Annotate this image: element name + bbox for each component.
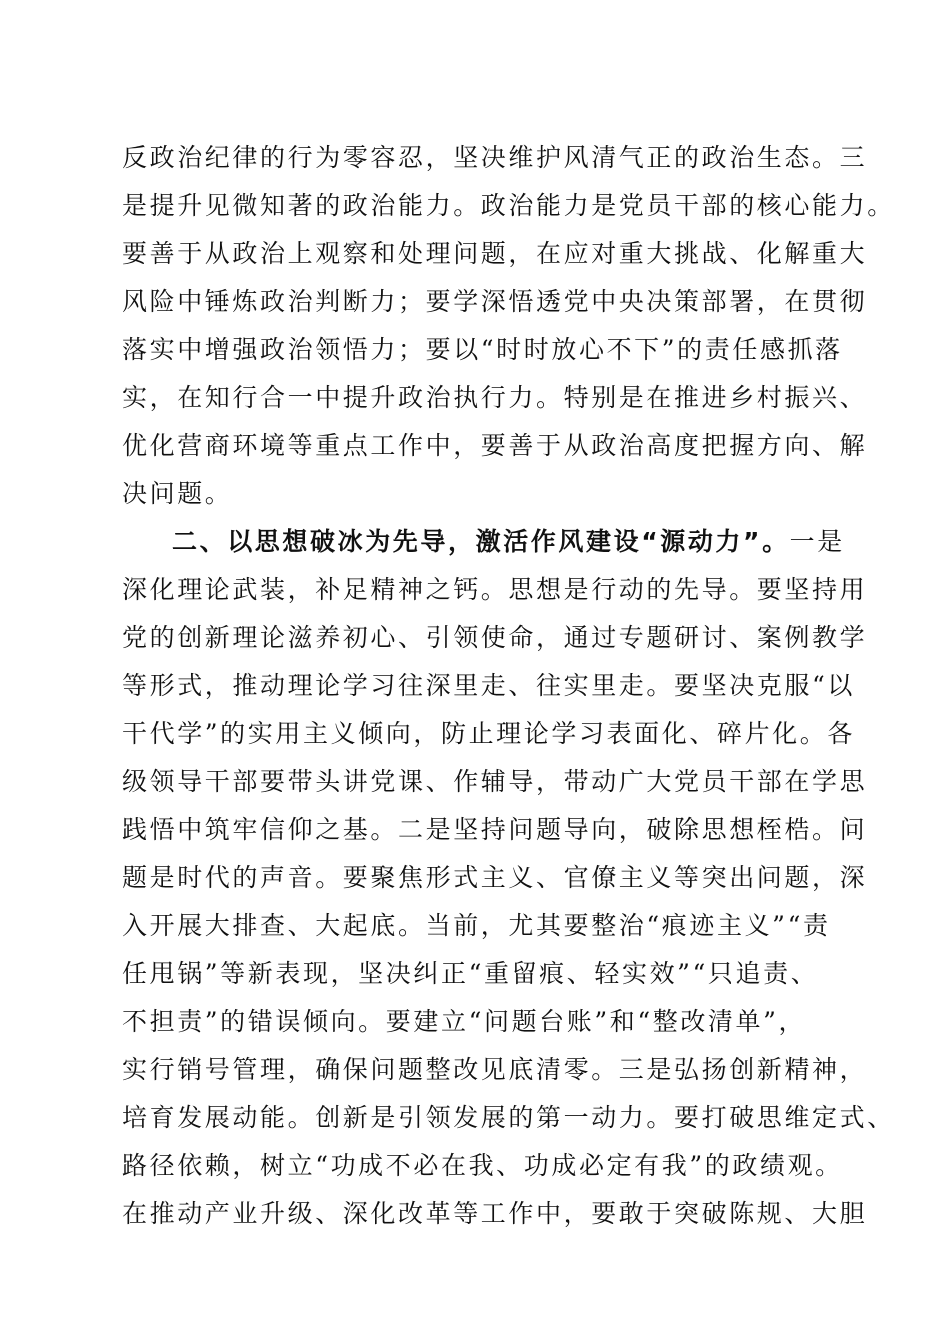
paragraph-line: 风险中锤炼政治判断力；要学深悟透党中央决策部署，在贯彻 — [122, 287, 868, 316]
paragraph-line: 培育发展动能。创新是引领发展的第一动力。要打破思维定式、 — [122, 1103, 895, 1132]
paragraph-line: 反政治纪律的行为零容忍，坚决维护风清气正的政治生态。三 — [122, 143, 868, 172]
paragraph-line: 路径依赖，树立“功成不必在我、功成必定有我”的政绩观。 — [122, 1151, 843, 1180]
paragraph-line: 入开展大排查、大起底。当前，尤其要整治“痕迹主义”“责 — [122, 911, 831, 940]
paragraph-line: 实行销号管理，确保问题整改见底清零。三是弘扬创新精神， — [122, 1055, 868, 1084]
section-heading: 二、以思想破冰为先导，激活作风建设“源动力”。 — [172, 527, 790, 556]
paragraph-line: 践悟中筑牢信仰之基。二是坚持问题导向，破除思想桎梏。问 — [122, 815, 868, 844]
paragraph-line: 是提升见微知著的政治能力。政治能力是党员干部的核心能力。 — [122, 191, 895, 220]
section-heading-line — [172, 526, 845, 558]
paragraph-line: 实，在知行合一中提升政治执行力。特别是在推进乡村振兴、 — [122, 383, 868, 412]
paragraph-line: 不担责”的错误倾向。要建立“问题台账”和“整改清单”， — [122, 1007, 807, 1036]
paragraph-line: 干代学”的实用主义倾向，防止理论学习表面化、碎片化。各 — [122, 719, 855, 748]
paragraph-line: 深化理论武装，补足精神之钙。思想是行动的先导。要坚持用 — [122, 575, 868, 604]
paragraph-line: 党的创新理论滋养初心、引领使命，通过专题研讨、案例教学 — [122, 623, 868, 652]
heading-tail-text: 一是 — [789, 527, 845, 556]
paragraph-line: 落实中增强政治领悟力；要以“时时放心不下”的责任感抓落 — [122, 335, 843, 364]
paragraph-line: 任甩锅”等新表现，坚决纠正“重留痕、轻实效”“只追责、 — [122, 959, 819, 988]
paragraph-line: 级领导干部要带头讲党课、作辅导，带动广大党员干部在学思 — [122, 767, 868, 796]
paragraph-line: 要善于从政治上观察和处理问题，在应对重大挑战、化解重大 — [122, 239, 868, 268]
paragraph-line: 在推动产业升级、深化改革等工作中，要敢于突破陈规、大胆 — [122, 1199, 868, 1228]
paragraph-line: 优化营商环境等重点工作中，要善于从政治高度把握方向、解 — [122, 431, 868, 460]
paragraph-line: 题是时代的声音。要聚焦形式主义、官僚主义等突出问题，深 — [122, 863, 868, 892]
paragraph-line: 决问题。 — [122, 479, 233, 508]
paragraph-line: 等形式，推动理论学习往深里走、往实里走。要坚决克服“以 — [122, 671, 855, 700]
